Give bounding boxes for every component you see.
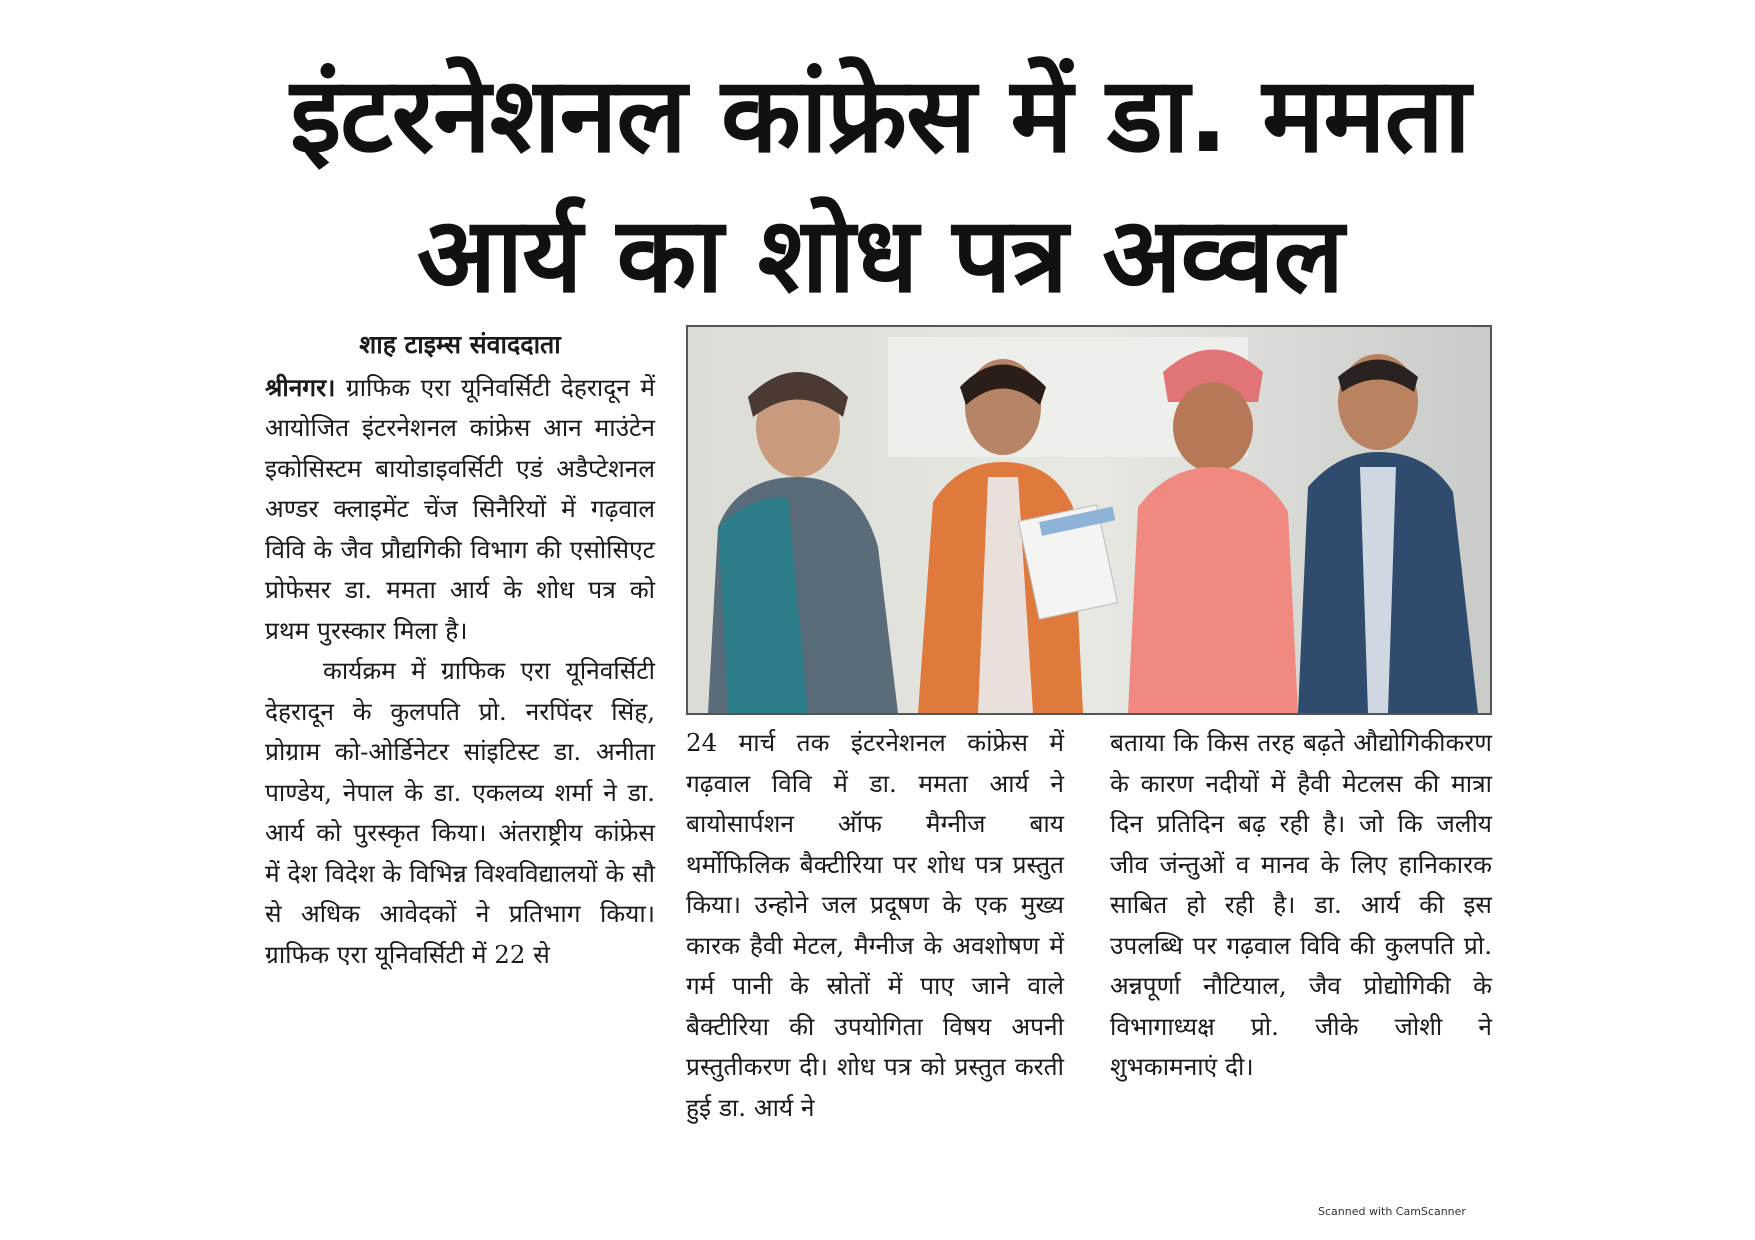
byline: शाह टाइम्स संवाददाता [359, 330, 561, 359]
article-column-2: 24 मार्च तक इंटरनेशनल कांफ्रेस में गढ़वाल विवि में डा. ममता आर्य ने बायोसार्पशन ऑफ मैग्नीज बाय थर्मोफिलिक बैक्टीरिया पर शोध पत्र प्रस्तुत किया। उन्होने जल प्रदूषण के एक मुख्य कारक हैवी मेटल, मैग्नीज के अवशोषण में गर्म पानी के स्रोतों में पाए जाने वाले बैक्टीरिया की उपयोगिता विषय अपनी प्रस्तुतीकरण दी। शोध पत्र को प्रस्तुत करती हुई डा. आर्य ने [686, 728, 1064, 1122]
headline-line-2: आर्य का शोध पत्र अव्वल [416, 194, 1344, 316]
article-paragraph-2: कार्यक्रम में ग्राफिक एरा यूनिवर्सिटी देहरादून के कुलपति प्रो. नरपिंदर सिंह, प्रोग्राम को-ओर्डिनेटर सांइटिस्ट डा. अनीता पाण्डेय, नेपाल के डा. एकलव्य शर्मा ने डा. आर्य को पुरस्कृत किया। अंतराष्ट्रीय कांफ्रेस में देश विदेश के विभिन्न विश्वविद्यालयों के सौ से अधिक आवेदकों ने प्रतिभाग किया। ग्राफिक एरा यूनिवर्सिटी में 22 से [265, 656, 655, 969]
article-column-3: बताया कि किस तरह बढ़ते औद्योगिकीकरण के कारण नदीयों में हैवी मेटलस की मात्रा दिन प्रतिदिन बढ़ रही है। जो कि जलीय जीव जंन्तुओं व मानव के लिए हानिकारक साबित हो रही है। डा. आर्य की इस उपलब्धि पर गढ़वाल विवि की कुलपति प्रो. अन्नपूर्णा नौटियाल, जैव प्रोद्योगिकी के विभागाध्यक्ष प्रो. जीके जोशी ने शुभकामनाएं दी। [1110, 728, 1492, 1081]
article-paragraph-1-text: ग्राफिक एरा यूनिवर्सिटी देहरादून में आयोजित इंटरनेशनल कांफ्रेस आन माउंटेन इकोसिस्टम बायोडाइवर्सिटी एडं अडैप्टेशनल अण्डर क्लाइमेंट चेंज सिनैरियों में गढ़वाल विवि के जैव प्रौद्यगिकी विभाग की एसोसिएट प्रोफेसर डा. ममता आर्य के शोध पत्र को प्रथम पुरस्कार मिला है। [265, 372, 655, 645]
dateline: श्रीनगर। [265, 372, 336, 402]
scanner-watermark: Scanned with CamScanner [1318, 1205, 1466, 1218]
article-column-1 [265, 325, 655, 975]
award-ceremony-photo [686, 325, 1492, 715]
photo-illustration [688, 327, 1490, 713]
headline-line-1: इंटरनेशनल कांफ्रेस में डा. ममता [290, 54, 1470, 176]
article-paragraph-1 [265, 368, 655, 652]
